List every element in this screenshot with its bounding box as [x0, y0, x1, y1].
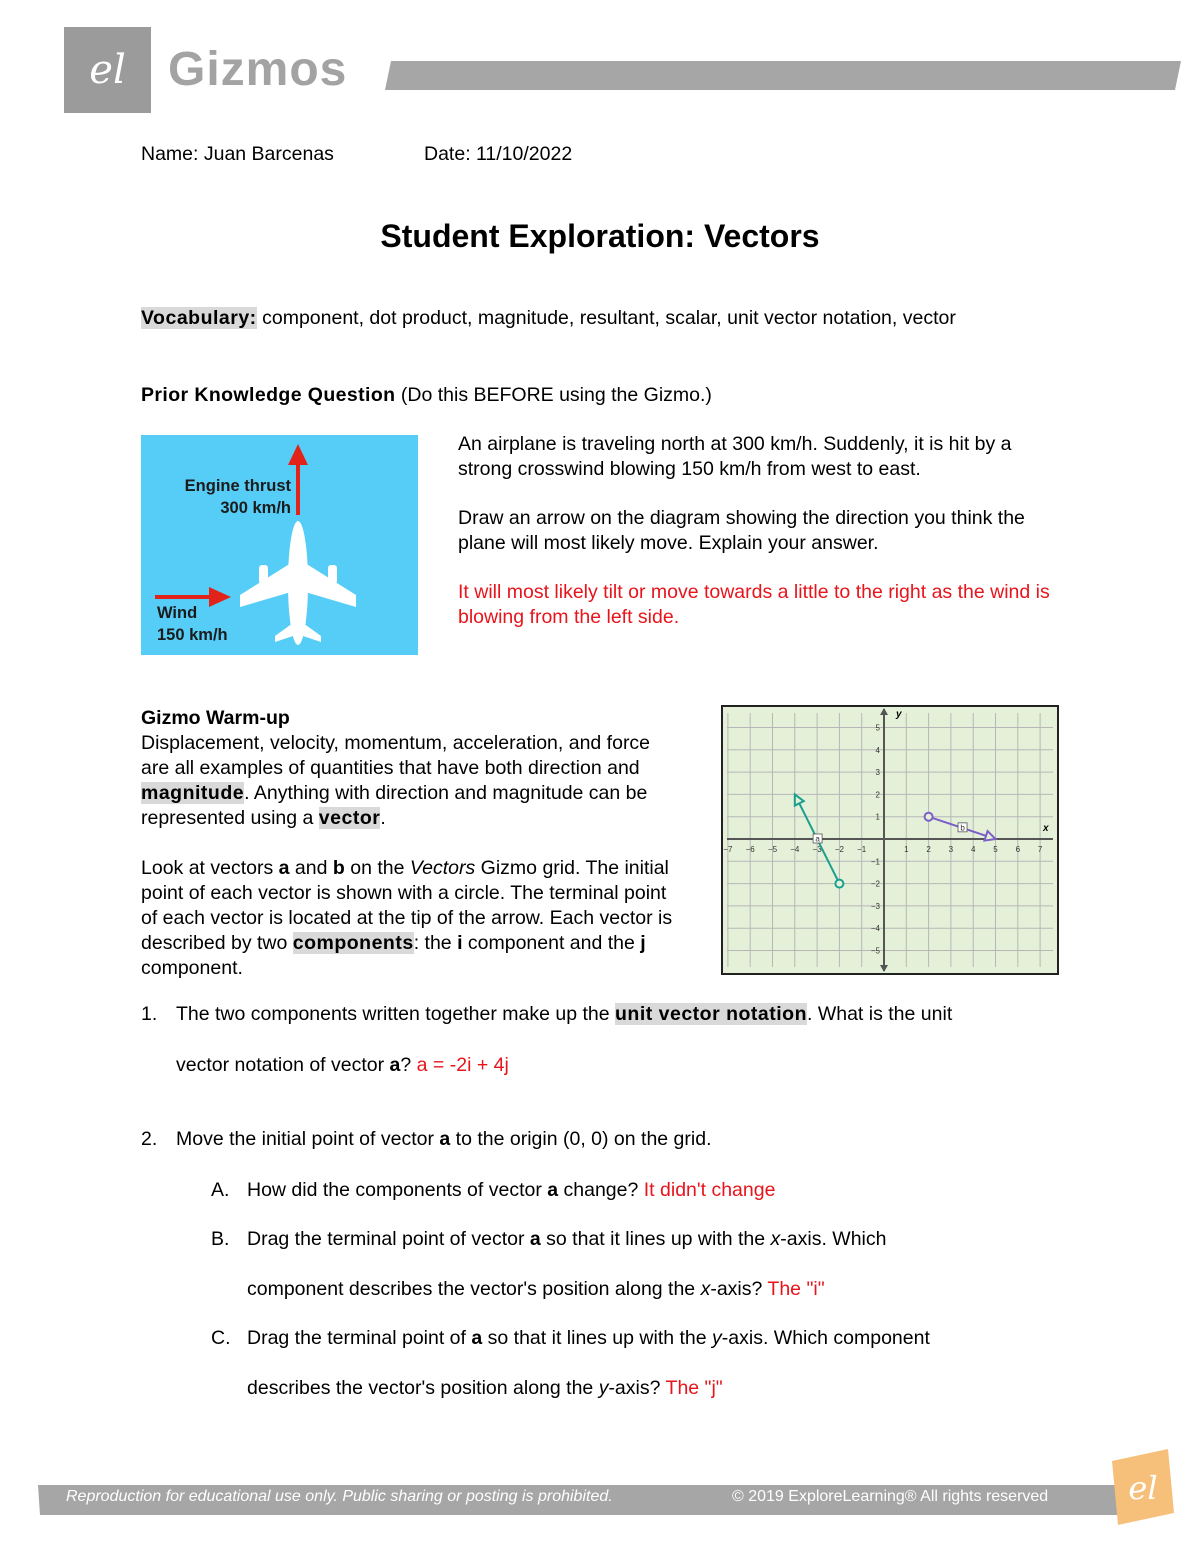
question-2a-letter: A.	[211, 1179, 230, 1201]
x-tick-label: 3	[948, 845, 954, 854]
question-2-text: Move the initial point of vector	[176, 1128, 440, 1150]
question-2b-vector: a	[529, 1228, 541, 1250]
prior-question-block	[458, 432, 1058, 630]
i-ref: i	[457, 932, 463, 954]
vocabulary-terms: component, dot product, magnitude, resultant, scalar, unit vector notation, vector	[256, 307, 956, 329]
date: Date: 11/10/2022	[424, 143, 573, 165]
vector-b-ref: b	[332, 857, 345, 879]
vector-a-initial-point	[835, 880, 843, 888]
y-tick-label: 3	[875, 768, 880, 778]
warmup-section	[141, 706, 681, 981]
prior-knowledge-heading	[141, 384, 712, 407]
vocabulary-label: Vocabulary:	[141, 307, 257, 329]
y-tick-label: −5	[870, 946, 880, 956]
question-1-line-2	[176, 1053, 509, 1078]
term-magnitude: magnitude	[141, 782, 245, 804]
question-2c-text: Drag the terminal point of	[247, 1327, 472, 1349]
question-2b	[211, 1227, 886, 1252]
vector-a-ref: a	[278, 857, 290, 879]
page-title: Student Exploration: Vectors	[380, 218, 820, 254]
warmup-paragraph-1	[141, 731, 681, 831]
footer-notice: Reproduction for educational use only. Public sharing or posting is prohibited.	[66, 1488, 613, 1505]
warmup-p1-text: Displacement, velocity, momentum, acceleration, and force are all examples of quantities that have both direction and	[141, 732, 651, 779]
y-tick-label: 4	[875, 745, 880, 755]
question-1-text-4: ?	[400, 1054, 417, 1076]
question-2c-vector: a	[471, 1327, 483, 1349]
warmup-p2-text-7: component.	[141, 957, 243, 979]
warmup-paragraph-2	[141, 856, 681, 981]
vector-b-label: b	[960, 823, 965, 833]
y-tick-label: −2	[870, 879, 880, 889]
explorelearning-logo: el	[89, 47, 126, 93]
warmup-p2-text-4: Gizmo grid. The initial point of each vector is shown with a circle. The terminal point of each vector is located at the tip of the arrow. Each vector is described by two	[141, 857, 673, 954]
engine-label-1: Engine thrust	[184, 477, 291, 495]
x-tick-label: 6	[1015, 845, 1021, 854]
vector-b-initial-point	[925, 813, 933, 821]
question-1-text: The two components written together make up the	[176, 1003, 615, 1025]
prior-label: Prior Knowledge Question	[141, 384, 396, 406]
question-2b-text-3: -axis. Which	[780, 1228, 887, 1250]
wind-label-2: 150 km/h	[157, 626, 228, 644]
question-1-text-2: . What is the unit	[807, 1003, 953, 1025]
warmup-p2-text-5: : the	[413, 932, 458, 954]
question-2c-letter: C.	[211, 1327, 231, 1349]
vocabulary-line	[141, 307, 956, 330]
wind-label-1: Wind	[157, 604, 198, 622]
question-2a-text: How did the components of vector	[247, 1179, 548, 1201]
question-2b-letter: B.	[211, 1228, 230, 1250]
prior-question-1: An airplane is traveling north at 300 km/h. Suddenly, it is hit by a strong crosswind blowing 150 km/h from west to east.	[458, 433, 1012, 480]
question-2b-text-2: so that it lines up with the	[540, 1228, 771, 1250]
prior-note: (Do this BEFORE using the Gizmo.)	[395, 384, 712, 406]
question-2b-line-2	[247, 1277, 825, 1302]
question-2b-axis-2: x	[700, 1278, 711, 1300]
question-2-vector: a	[439, 1128, 451, 1150]
question-2c-line-2	[247, 1376, 723, 1401]
explorelearning-footer-logo	[1108, 1447, 1176, 1527]
x-tick-label: 1	[904, 845, 909, 854]
y-tick-label: 5	[875, 723, 880, 733]
question-2c-text-3: -axis. Which component	[721, 1327, 930, 1349]
question-2c-text-2: so that it lines up with the	[482, 1327, 713, 1349]
question-2b-answer: The "i"	[767, 1278, 825, 1300]
brand-name: Gizmos	[168, 43, 348, 96]
question-2c	[211, 1326, 930, 1351]
question-1-number: 1.	[141, 1003, 158, 1025]
warmup-p1-text-3: .	[380, 807, 386, 829]
x-tick-label: 7	[1037, 845, 1043, 854]
warmup-heading: Gizmo Warm-up	[141, 707, 290, 729]
question-2c-text-5: -axis?	[608, 1377, 666, 1399]
question-2c-axis: y	[712, 1327, 722, 1349]
question-1-answer: a = -2i + 4j	[416, 1054, 509, 1076]
x-tick-label: −7	[723, 845, 733, 854]
vectors-grid	[721, 705, 1059, 975]
y-tick-label: 2	[875, 790, 880, 800]
x-tick-label: −5	[767, 845, 778, 854]
warmup-p1-text-2: . Anything with direction and magnitude can be represented using a	[141, 782, 648, 829]
diagram-background	[141, 435, 418, 655]
warmup-p2-text-3: on the	[344, 857, 410, 879]
svg-text:el: el	[1128, 1469, 1158, 1507]
prior-answer: It will most likely tilt or move towards a little to the right as the wind is blowing from the left side.	[458, 581, 1050, 628]
warmup-p2-text-2: and	[289, 857, 333, 879]
warmup-p2-text: Look at vectors	[141, 857, 279, 879]
question-2c-text-4: describes the vector's position along the	[247, 1377, 599, 1399]
x-tick-label: −2	[834, 845, 844, 854]
term-vector: vector	[318, 807, 381, 829]
y-tick-label: −3	[870, 901, 880, 911]
x-tick-label: −6	[745, 845, 755, 854]
y-tick-label: −1	[870, 857, 880, 867]
header-bar	[385, 61, 1181, 90]
question-2a-vector: a	[547, 1179, 559, 1201]
y-tick-label: 1	[875, 812, 880, 822]
question-2b-axis: x	[770, 1228, 781, 1250]
question-2-text-2: to the origin (0, 0) on the grid.	[450, 1128, 712, 1150]
x-tick-label: −1	[857, 845, 867, 854]
x-tick-label: 5	[993, 845, 998, 854]
x-axis-label: x	[1043, 823, 1049, 834]
airplane-diagram	[141, 435, 418, 655]
question-2a	[211, 1178, 775, 1203]
question-2a-answer: It didn't change	[643, 1179, 776, 1201]
term-unit-vector-notation: unit vector notation	[615, 1003, 807, 1025]
x-tick-label: 2	[926, 845, 931, 854]
x-tick-label: −3	[812, 845, 822, 854]
warmup-p2-text-6: component and the	[462, 932, 641, 954]
y-axis-label: y	[896, 709, 902, 720]
question-1-vector: a	[389, 1054, 401, 1076]
student-name: Name: Juan Barcenas	[141, 143, 334, 165]
j-ref: j	[640, 932, 646, 954]
vector-a-label: a	[815, 834, 820, 844]
x-tick-label: −4	[790, 845, 800, 854]
question-2b-text-5: -axis?	[710, 1278, 768, 1300]
question-2a-text-2: change?	[558, 1179, 644, 1201]
term-components: components	[292, 932, 414, 954]
x-tick-label: 4	[970, 845, 976, 854]
question-2b-text: Drag the terminal point of vector	[247, 1228, 530, 1250]
question-2	[141, 1127, 711, 1152]
footer-copyright: © 2019 ExploreLearning® All rights reserved	[732, 1488, 1049, 1505]
question-2c-axis-2: y	[598, 1377, 609, 1399]
question-1-text-3: vector notation of vector	[176, 1054, 390, 1076]
gizmo-name: Vectors	[409, 857, 476, 879]
prior-question-2: Draw an arrow on the diagram showing the direction you think the plane will most likely move. Explain your answer.	[458, 507, 1025, 554]
question-2b-text-4: component describes the vector's position along the	[247, 1278, 701, 1300]
question-1	[141, 1002, 1061, 1027]
question-2-number: 2.	[141, 1128, 158, 1150]
y-tick-label: −4	[870, 924, 880, 934]
question-2c-answer: The "j"	[665, 1377, 723, 1399]
engine-label-2: 300 km/h	[220, 499, 291, 517]
